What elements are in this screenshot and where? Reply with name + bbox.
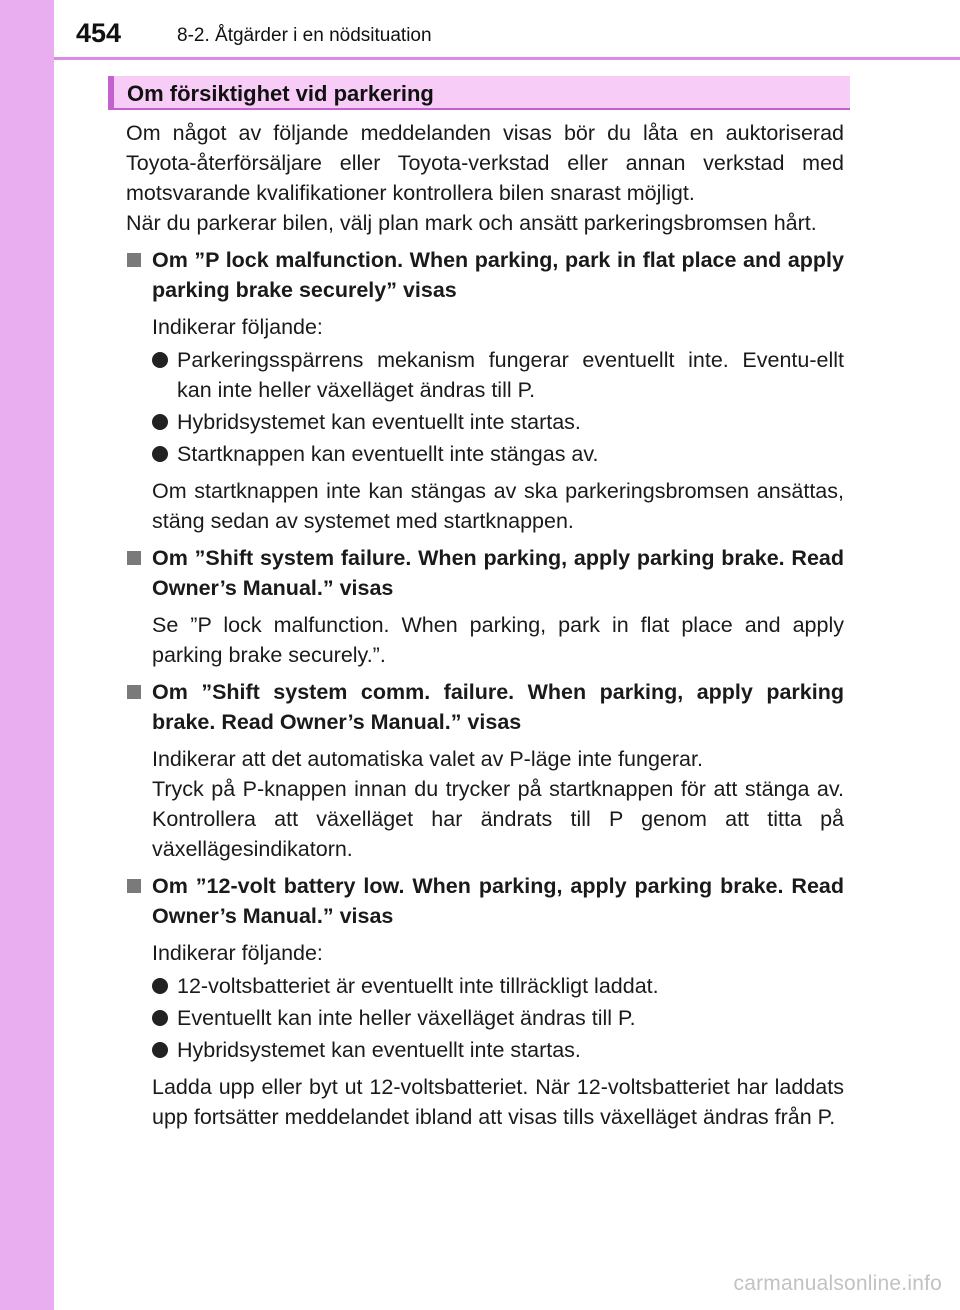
list-item: Hybridsystemet kan eventuellt inte startas. (152, 407, 844, 437)
header-rule (54, 57, 960, 60)
bullet-list (152, 345, 844, 469)
message-heading-text: Om ”P lock malfunction. When parking, park in flat place and apply parking brake securely” visas (152, 248, 844, 302)
square-bullet-icon (127, 685, 141, 699)
watermark: carmanualsonline.info (733, 1272, 942, 1295)
lead-text: Indikerar följande: (152, 941, 323, 965)
list-item: Hybridsystemet kan eventuellt inte startas. (152, 1035, 844, 1065)
intro-paragraph: När du parkerar bilen, välj plan mark och ansätt parkeringsbromsen hårt. (126, 211, 817, 235)
follow-up-text: Ladda upp eller byt ut 12-voltsbatteriet. När 12-voltsbatteriet har laddats upp fortsätter meddelandet ibland att visas tills växelläget ändras från P. (152, 1075, 844, 1129)
list-item: Eventuellt kan inte heller växelläget ändras till P. (152, 1003, 844, 1033)
message-heading (126, 245, 844, 305)
chapter-title: 8-2. Åtgärder i en nödsituation (177, 25, 432, 46)
dot-bullet-icon (152, 1042, 168, 1058)
message-heading-text: Om ”Shift system failure. When parking, apply parking brake. Read Owner’s Manual.” visas (152, 546, 844, 600)
body-text: Tryck på P-knappen innan du trycker på startknappen för att stänga av. Kontrollera att växelläget har ändrats till P genom att titta på växellägesindikatorn. (152, 777, 844, 861)
message-item (126, 677, 844, 864)
bullet-list (152, 971, 844, 1065)
message-item (126, 543, 844, 670)
message-heading-text: Om ”12-volt battery low. When parking, apply parking brake. Read Owner’s Manual.” visas (152, 874, 844, 928)
lead-text: Indikerar följande: (152, 315, 323, 339)
caution-heading-box (108, 76, 850, 110)
page-content (126, 118, 844, 1132)
dot-bullet-icon (152, 414, 168, 430)
square-bullet-icon (127, 879, 141, 893)
side-tab-strip (0, 0, 54, 1310)
message-item (126, 245, 844, 536)
dot-bullet-icon (152, 1010, 168, 1026)
page-number: 454 (76, 18, 122, 48)
dot-bullet-icon (152, 446, 168, 462)
caution-title: Om försiktighet vid parkering (127, 81, 434, 106)
square-bullet-icon (127, 551, 141, 565)
body-text: Indikerar att det automatiska valet av P-läge inte fungerar. (152, 747, 703, 771)
message-heading-text: Om ”Shift system comm. failure. When parking, apply parking brake. Read Owner’s Manual.” visas (152, 680, 844, 734)
message-item (126, 871, 844, 1132)
dot-bullet-icon (152, 352, 168, 368)
intro-paragraph: Om något av följande meddelanden visas bör du låta en auktoriserad Toyota-återförsäljare eller Toyota-verkstad eller annan verkstad med motsvarande kvalifikationer kontrollera bilen snarast möjligt. (126, 121, 844, 205)
caution-intro (126, 118, 844, 238)
body-text: Se ”P lock malfunction. When parking, park in flat place and apply parking brake securely.”. (152, 613, 844, 667)
follow-up-text: Om startknappen inte kan stängas av ska parkeringsbromsen ansättas, stäng sedan av systemet med startknappen. (152, 479, 844, 533)
list-item: 12-voltsbatteriet är eventuellt inte tillräckligt laddat. (152, 971, 844, 1001)
dot-bullet-icon (152, 978, 168, 994)
list-item: Parkeringsspärrens mekanism fungerar eventuellt inte. Eventu-ellt kan inte heller växelläget ändras till P. (152, 345, 844, 405)
list-item: Startknappen kan eventuellt inte stängas av. (152, 439, 844, 469)
message-heading (126, 677, 844, 737)
message-heading (126, 871, 844, 931)
square-bullet-icon (127, 253, 141, 267)
message-heading (126, 543, 844, 603)
